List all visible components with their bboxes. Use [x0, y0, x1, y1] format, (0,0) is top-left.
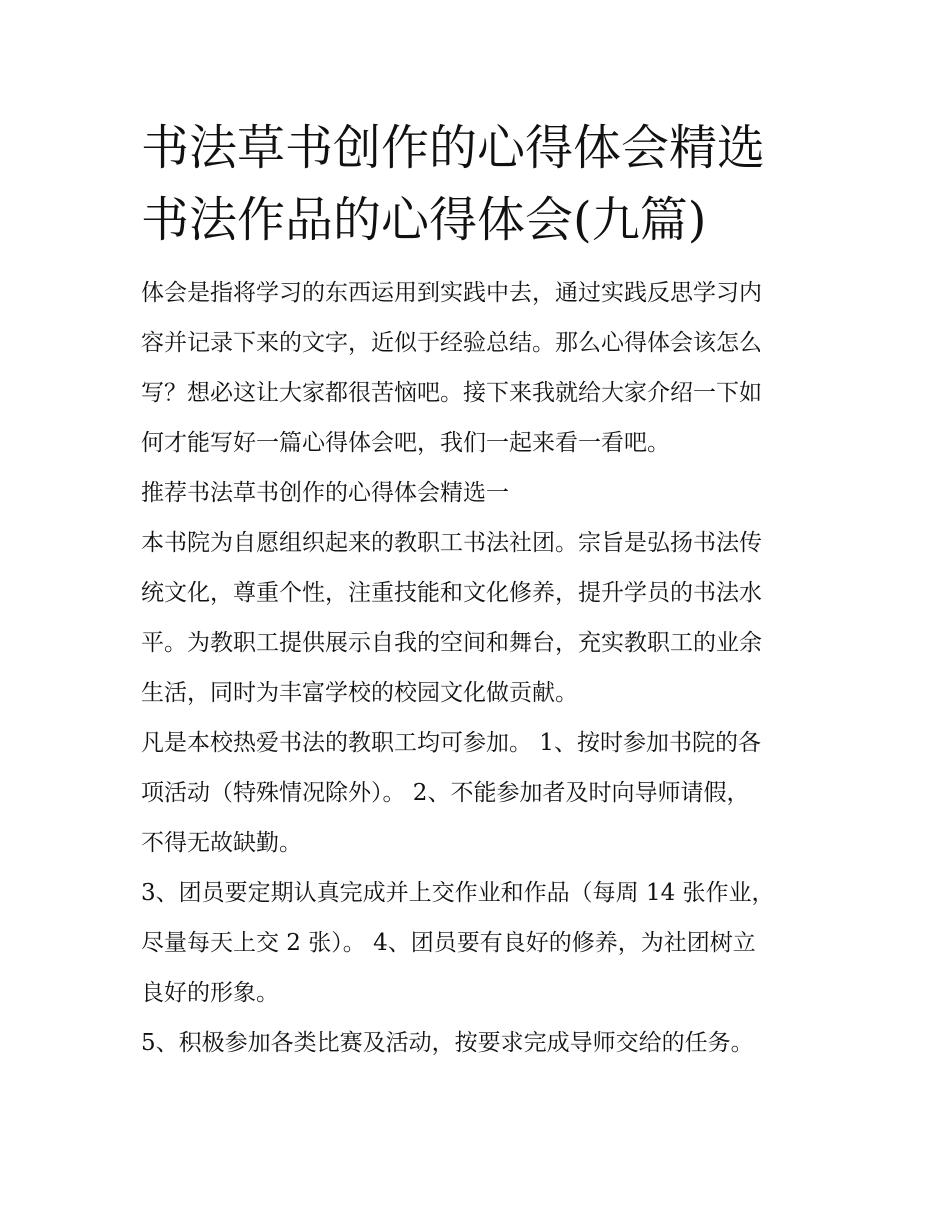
text-line: 体会是指将学习的东西运用到实践中去，通过实践反思学习内 — [141, 280, 762, 306]
title-line-1: 书法草书创作的心得体会精选 — [141, 120, 766, 176]
document-page — [141, 112, 813, 1068]
text-line: 统文化，尊重个性，注重技能和文化修养，提升学员的书法水 — [141, 580, 762, 606]
text-line: 3、团员要定期认真完成并上交作业和作品（每周 14 张作业， — [141, 880, 775, 906]
text-line: 容并记录下来的文字，近似于经验总结。那么心得体会该怎么 — [141, 330, 762, 356]
paragraph-3 — [141, 868, 813, 1018]
document-title — [141, 112, 813, 256]
text-line: 项活动（特殊情况除外）。 2、不能参加者及时向导师请假， — [141, 780, 750, 806]
text-line: 本书院为自愿组织起来的教职工书法社团。宗旨是弘扬书法传 — [141, 530, 762, 556]
text-line: 5、积极参加各类比赛及活动，按要求完成导师交给的任务。 — [141, 1030, 754, 1056]
text-line: 生活，同时为丰富学校的校园文化做贡献。 — [141, 680, 578, 706]
text-line: 凡是本校热爱书法的教职工均可参加。 1、按时参加书院的各 — [141, 730, 761, 756]
paragraph-1 — [141, 518, 813, 718]
text-line: 尽量每天上交 2 张）。 4、团员要有良好的修养，为社团树立 — [141, 930, 756, 956]
text-line: 良好的形象。 — [141, 980, 279, 1006]
text-line: 写？想必这让大家都很苦恼吧。接下来我就给大家介绍一下如 — [141, 380, 762, 406]
paragraph-2 — [141, 718, 813, 868]
paragraph-4 — [141, 1018, 813, 1068]
text-line: 不得无故缺勤。 — [141, 830, 302, 856]
section-subheading: 推荐书法草书创作的心得体会精选一 — [141, 480, 509, 506]
text-line: 何才能写好一篇心得体会吧，我们一起来看一看吧。 — [141, 430, 670, 456]
text-line: 平。为教职工提供展示自我的空间和舞台，充实教职工的业余 — [141, 630, 762, 656]
intro-paragraph — [141, 268, 813, 468]
title-line-2: 书法作品的心得体会(九篇) — [141, 192, 707, 248]
